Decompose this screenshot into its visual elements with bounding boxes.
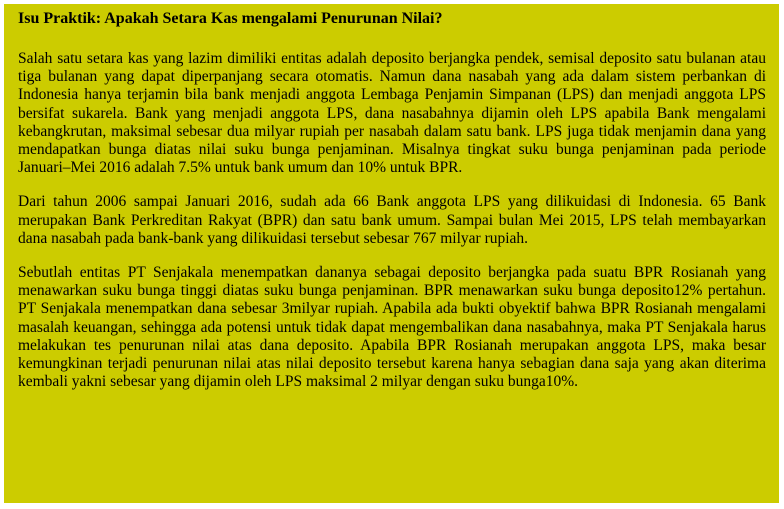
box-title: Isu Praktik: Apakah Setara Kas mengalami Penurunan Nilai? — [18, 10, 443, 27]
paragraph-likuidasi-bank: Dari tahun 2006 sampai Januari 2016, sudah ada 66 Bank anggota LPS yang dilikuidasi di Indonesia. 65 Bank merupakan Bank Perkreditan Rakyat (BPR) dan satu bank umum. Sampai bulan Mei 2015, LPS telah membayarkan dana nasabah pada bank-bank yang dilikuidasi tersebut sebesar 767 milyar rupiah. — [18, 193, 766, 247]
paragraph-setara-kas: Salah satu setara kas yang lazim dimiliki entitas adalah deposito berjangka pendek, semisal deposito satu bulanan atau tiga bulanan yang dapat diperpanjang secara otomatis. Namun dana nasabah yang ada dalam sistem perbankan di Indonesia hanya terjamin bila bank menjadi anggota Lembaga Penjamin Simpanan (LPS) dan menjadi anggota LPS bersifat sukarela. Bank yang menjadi anggota LPS, dana nasabahnya dijamin oleh LPS apabila Bank mengalami kebangkrutan, maksimal sebesar dua milyar rupiah per nasabah dalam satu bank. LPS juga tidak menjamin dana yang mendapatkan bunga diatas nilai suku bunga penjaminan. Misalnya tingkat suku bunga penjaminan pada periode Januari–Mei 2016 adalah 7.5% untuk bank umum dan 10% untuk BPR. — [18, 50, 766, 177]
paragraph-pt-senjakala: Sebutlah entitas PT Senjakala menempatkan dananya sebagai deposito berjangka pada suatu BPR Rosianah yang menawarkan suku bunga tinggi diatas suku bunga penjaminan. BPR menawarkan suku bunga deposito12% pertahun. PT Senjakala menempatkan dana sebesar 3milyar rupiah. Apabila ada bukti obyektif bahwa BPR Rosianah mengalami masalah keuangan, sehingga ada potensi untuk tidak dapat mengembalikan dana nasabahnya, maka PT Senjakala harus melakukan tes penurunan nilai atas dana deposito. Apabila BPR Rosianah merupakan anggota LPS, maka besar kemungkinan terjadi penurunan nilai atas nilai deposito tersebut karena hanya sebagian dana saja yang akan diterima kembali yakni sebesar yang dijamin oleh LPS maksimal 2 milyar dengan suku bunga10%. — [18, 264, 766, 391]
practice-issue-box — [4, 4, 779, 503]
